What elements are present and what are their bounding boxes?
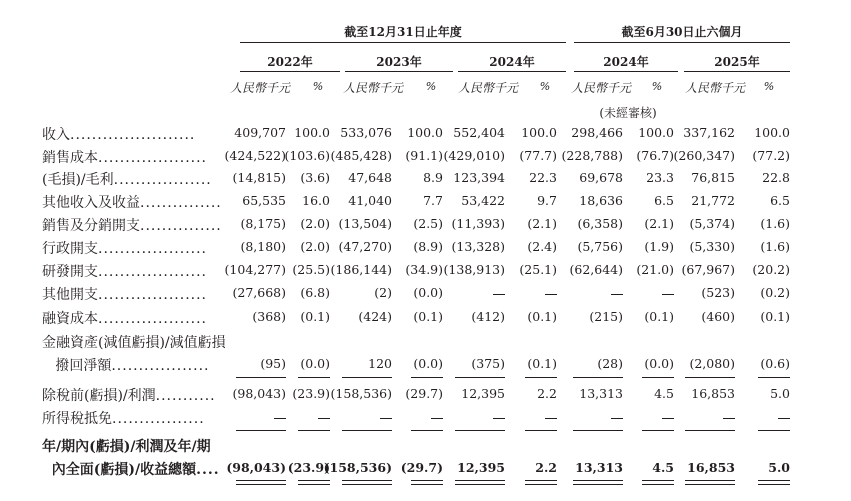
percent-cell: (23.9) [292, 386, 330, 401]
leader-dots: ........... [155, 388, 216, 404]
percent-cell: (1.6) [760, 239, 790, 254]
nil-dash [545, 418, 557, 419]
amount-cell: (2) [374, 285, 392, 300]
nil-dash [274, 418, 286, 419]
row-label: 銷售成本.................... [42, 150, 208, 166]
row-label: 融資成本.................... [42, 311, 208, 327]
unit-pct: % [425, 80, 437, 93]
amount-cell: (11,393) [451, 216, 505, 231]
percent-cell: (25.5) [292, 262, 330, 277]
row-label: 研發開支.................... [42, 264, 208, 280]
percent-cell: 100.0 [407, 125, 443, 140]
amount-cell: 21,772 [691, 193, 735, 208]
row-label: 收入....................... [42, 127, 196, 143]
percent-cell: (1.9) [644, 239, 674, 254]
total-rule [342, 430, 392, 431]
double-underline [525, 484, 557, 485]
amount-cell: (2,080) [689, 356, 735, 371]
double-underline [411, 480, 443, 481]
total-rule [758, 430, 790, 431]
percent-cell: (0.2) [760, 285, 790, 300]
percent-cell: (34.9) [405, 262, 443, 277]
nil-dash [431, 418, 443, 419]
percent-cell: (2.1) [527, 216, 557, 231]
leader-dots: .................... [98, 150, 208, 166]
amount-cell: 123,394 [453, 170, 505, 185]
amount-cell: (412) [471, 309, 505, 324]
nil-dash [493, 418, 505, 419]
percent-cell: (0.1) [300, 309, 330, 324]
unit-amount: 人民幣千元 [229, 81, 290, 95]
amount-cell: 298,466 [571, 125, 623, 140]
nil-dash [318, 418, 330, 419]
nil-dash [611, 418, 623, 419]
double-underline [455, 480, 505, 481]
row-label: 其他開支.................... [42, 287, 208, 303]
percent-cell: (0.0) [300, 356, 330, 371]
total-rule [455, 430, 505, 431]
percent-cell: (8.9) [413, 239, 443, 254]
amount-cell: 12,395 [457, 460, 505, 475]
year-2024: 2024年 [489, 55, 535, 69]
amount-cell: (98,043) [226, 460, 286, 475]
double-underline [342, 480, 392, 481]
percent-cell: (2.1) [644, 216, 674, 231]
percent-cell: 2.2 [537, 386, 557, 401]
amount-cell: (375) [471, 356, 505, 371]
percent-cell: 100.0 [294, 125, 330, 140]
leader-dots: .................... [98, 264, 208, 280]
double-underline [758, 484, 790, 485]
percent-cell: 6.5 [770, 193, 790, 208]
leader-dots: .................... [98, 241, 208, 257]
percent-cell: (91.1) [405, 148, 443, 163]
percent-cell: (29.7) [405, 386, 443, 401]
nil-dash [493, 294, 505, 295]
amount-cell: 533,076 [340, 125, 392, 140]
percent-cell: 8.9 [423, 170, 443, 185]
unit-amount: 人民幣千元 [570, 81, 631, 95]
amount-cell: (47,270) [338, 239, 392, 254]
percent-cell: 5.0 [768, 460, 790, 475]
header-half-group: 截至6月30日止六個月 [621, 25, 743, 39]
total-rule [411, 430, 443, 431]
amount-cell: (98,043) [232, 386, 286, 401]
percent-cell: (23.9) [287, 460, 330, 475]
amount-cell: (424,522) [224, 148, 286, 163]
year-2024-half: 2024年 [603, 55, 649, 69]
total-rule [573, 430, 623, 431]
amount-cell: (67,967) [681, 262, 735, 277]
unit-pct: % [651, 80, 663, 93]
percent-cell: (2.5) [413, 216, 443, 231]
row-label-impairment-2: 撥回淨額.................. [42, 358, 210, 374]
year-rule-2023 [345, 71, 453, 72]
amount-cell: (62,644) [569, 262, 623, 277]
year-2022: 2022年 [267, 55, 313, 69]
amount-cell: (28) [597, 356, 623, 371]
percent-cell: 23.3 [646, 170, 674, 185]
amount-cell: 69,678 [579, 170, 623, 185]
amount-cell: (5,374) [689, 216, 735, 231]
double-underline [525, 480, 557, 481]
subtotal-rule [573, 377, 623, 378]
subtotal-rule [455, 377, 505, 378]
percent-cell: 5.0 [770, 386, 790, 401]
leader-dots: .................... [98, 311, 208, 327]
amount-cell: 53,422 [461, 193, 505, 208]
amount-cell: 552,404 [453, 125, 505, 140]
subtotal-rule [758, 377, 790, 378]
nil-dash [545, 294, 557, 295]
row-label-total-2: 內全面(虧損)/收益總額.... [42, 462, 220, 478]
amount-cell: (104,277) [224, 262, 286, 277]
nil-dash [662, 418, 674, 419]
leader-dots: .................. [113, 172, 212, 188]
amount-cell: (13,504) [338, 216, 392, 231]
percent-cell: 4.5 [652, 460, 674, 475]
amount-cell: (523) [701, 285, 735, 300]
amount-cell: (424) [358, 309, 392, 324]
nil-dash [380, 418, 392, 419]
leader-dots: ............... [140, 195, 222, 211]
double-underline [298, 484, 330, 485]
double-underline [298, 480, 330, 481]
percent-cell: (0.0) [644, 356, 674, 371]
percent-cell: (6.8) [300, 285, 330, 300]
percent-cell: (20.2) [752, 262, 790, 277]
percent-cell: (103.6) [284, 148, 330, 163]
percent-cell: (0.1) [413, 309, 443, 324]
percent-cell: (29.7) [400, 460, 443, 475]
amount-cell: (13,328) [451, 239, 505, 254]
nil-dash [611, 294, 623, 295]
percent-cell: (3.6) [300, 170, 330, 185]
amount-cell: (228,788) [561, 148, 623, 163]
percent-cell: (0.1) [527, 309, 557, 324]
amount-cell: (5,330) [689, 239, 735, 254]
amount-cell: (368) [252, 309, 286, 324]
unaudited-note: (未經審核) [599, 106, 657, 120]
amount-cell: 409,707 [234, 125, 286, 140]
percent-cell: (0.1) [527, 356, 557, 371]
header-annual-rule [240, 42, 566, 43]
double-underline [236, 484, 286, 485]
double-underline [642, 484, 674, 485]
percent-cell: (0.0) [413, 356, 443, 371]
amount-cell: (138,913) [443, 262, 505, 277]
percent-cell: 16.0 [302, 193, 330, 208]
leader-dots: .... [196, 462, 220, 478]
amount-cell: (485,428) [330, 148, 392, 163]
amount-cell: 13,313 [575, 460, 623, 475]
double-underline [573, 484, 623, 485]
year-2025-half: 2025年 [714, 55, 760, 69]
amount-cell: (5,756) [577, 239, 623, 254]
subtotal-rule [342, 377, 392, 378]
percent-cell: 22.8 [762, 170, 790, 185]
double-underline [236, 480, 286, 481]
subtotal-rule [236, 377, 286, 378]
amount-cell: 65,535 [242, 193, 286, 208]
unit-pct: % [312, 80, 324, 93]
percent-cell: (0.1) [760, 309, 790, 324]
double-underline [342, 484, 392, 485]
amount-cell: (260,347) [673, 148, 735, 163]
unit-pct: % [763, 80, 775, 93]
percent-cell: (0.1) [644, 309, 674, 324]
amount-cell: (429,010) [443, 148, 505, 163]
leader-dots: ............... [140, 218, 222, 234]
year-rule-2024 [458, 71, 566, 72]
unit-amount: 人民幣千元 [684, 81, 745, 95]
amount-cell: 47,648 [348, 170, 392, 185]
subtotal-rule [411, 377, 443, 378]
nil-dash [778, 418, 790, 419]
amount-cell: (8,175) [240, 216, 286, 231]
amount-cell: (158,536) [330, 386, 392, 401]
row-label-tax: 所得稅抵免................. [42, 411, 205, 427]
percent-cell: (2.4) [527, 239, 557, 254]
amount-cell: (14,815) [232, 170, 286, 185]
double-underline [455, 484, 505, 485]
year-rule-2022 [240, 71, 340, 72]
total-rule [236, 430, 286, 431]
percent-cell: (1.6) [760, 216, 790, 231]
double-underline [685, 484, 735, 485]
amount-cell: 16,853 [687, 460, 735, 475]
percent-cell: (77.2) [752, 148, 790, 163]
year-rule-2024-half [574, 71, 678, 72]
percent-cell: 7.7 [423, 193, 443, 208]
amount-cell: (215) [589, 309, 623, 324]
amount-cell: (95) [260, 356, 286, 371]
row-label-pretax: 除稅前(虧損)/利潤........... [42, 388, 216, 404]
double-underline [411, 484, 443, 485]
total-rule [298, 430, 330, 431]
percent-cell: 100.0 [754, 125, 790, 140]
double-underline [573, 480, 623, 481]
leader-dots: ................. [112, 411, 205, 427]
amount-cell: 76,815 [691, 170, 735, 185]
row-label: 其他收入及收益............... [42, 195, 222, 211]
percent-cell: (77.7) [519, 148, 557, 163]
amount-cell: (6,358) [577, 216, 623, 231]
total-rule [642, 430, 674, 431]
header-half-rule [574, 42, 790, 43]
unit-pct: % [539, 80, 551, 93]
amount-cell: (27,668) [232, 285, 286, 300]
subtotal-rule [525, 377, 557, 378]
amount-cell: 13,313 [579, 386, 623, 401]
amount-cell: 12,395 [461, 386, 505, 401]
percent-cell: (25.1) [519, 262, 557, 277]
subtotal-rule [685, 377, 735, 378]
unit-amount: 人民幣千元 [342, 81, 403, 95]
percent-cell: 100.0 [521, 125, 557, 140]
double-underline [685, 480, 735, 481]
amount-cell: (460) [701, 309, 735, 324]
header-annual-group: 截至12月31日止年度 [344, 25, 462, 39]
percent-cell: 100.0 [638, 125, 674, 140]
percent-cell: (76.7) [636, 148, 674, 163]
leader-dots: .................. [111, 358, 210, 374]
amount-cell: 41,040 [348, 193, 392, 208]
total-rule [685, 430, 735, 431]
double-underline [758, 480, 790, 481]
percent-cell: 2.2 [535, 460, 557, 475]
double-underline [642, 480, 674, 481]
subtotal-rule [642, 377, 674, 378]
percent-cell: (2.0) [300, 239, 330, 254]
row-label-impairment: 金融資產(減值虧損)/減值虧損 [42, 335, 226, 351]
unit-amount: 人民幣千元 [457, 81, 518, 95]
row-label: 銷售及分銷開支............... [42, 218, 222, 234]
amount-cell: 337,162 [683, 125, 735, 140]
percent-cell: 6.5 [654, 193, 674, 208]
amount-cell: 120 [368, 356, 392, 371]
percent-cell: (21.0) [636, 262, 674, 277]
row-label: (毛損)/毛利.................. [42, 172, 212, 188]
percent-cell: (2.0) [300, 216, 330, 231]
amount-cell: (8,180) [240, 239, 286, 254]
percent-cell: (0.0) [413, 285, 443, 300]
leader-dots: .................... [98, 287, 208, 303]
subtotal-rule [298, 377, 330, 378]
row-label: 行政開支.................... [42, 241, 208, 257]
nil-dash [723, 418, 735, 419]
row-label-total: 年/期內(虧損)/利潤及年/期 [42, 439, 211, 455]
leader-dots: ....................... [70, 127, 196, 143]
percent-cell: 9.7 [537, 193, 557, 208]
total-rule [525, 430, 557, 431]
percent-cell: 22.3 [529, 170, 557, 185]
amount-cell: (158,536) [323, 460, 392, 475]
amount-cell: 16,853 [691, 386, 735, 401]
percent-cell: 4.5 [654, 386, 674, 401]
year-rule-2025-half [684, 71, 790, 72]
amount-cell: (186,144) [330, 262, 392, 277]
amount-cell: 18,636 [579, 193, 623, 208]
percent-cell: (0.6) [760, 356, 790, 371]
year-2023: 2023年 [376, 55, 422, 69]
